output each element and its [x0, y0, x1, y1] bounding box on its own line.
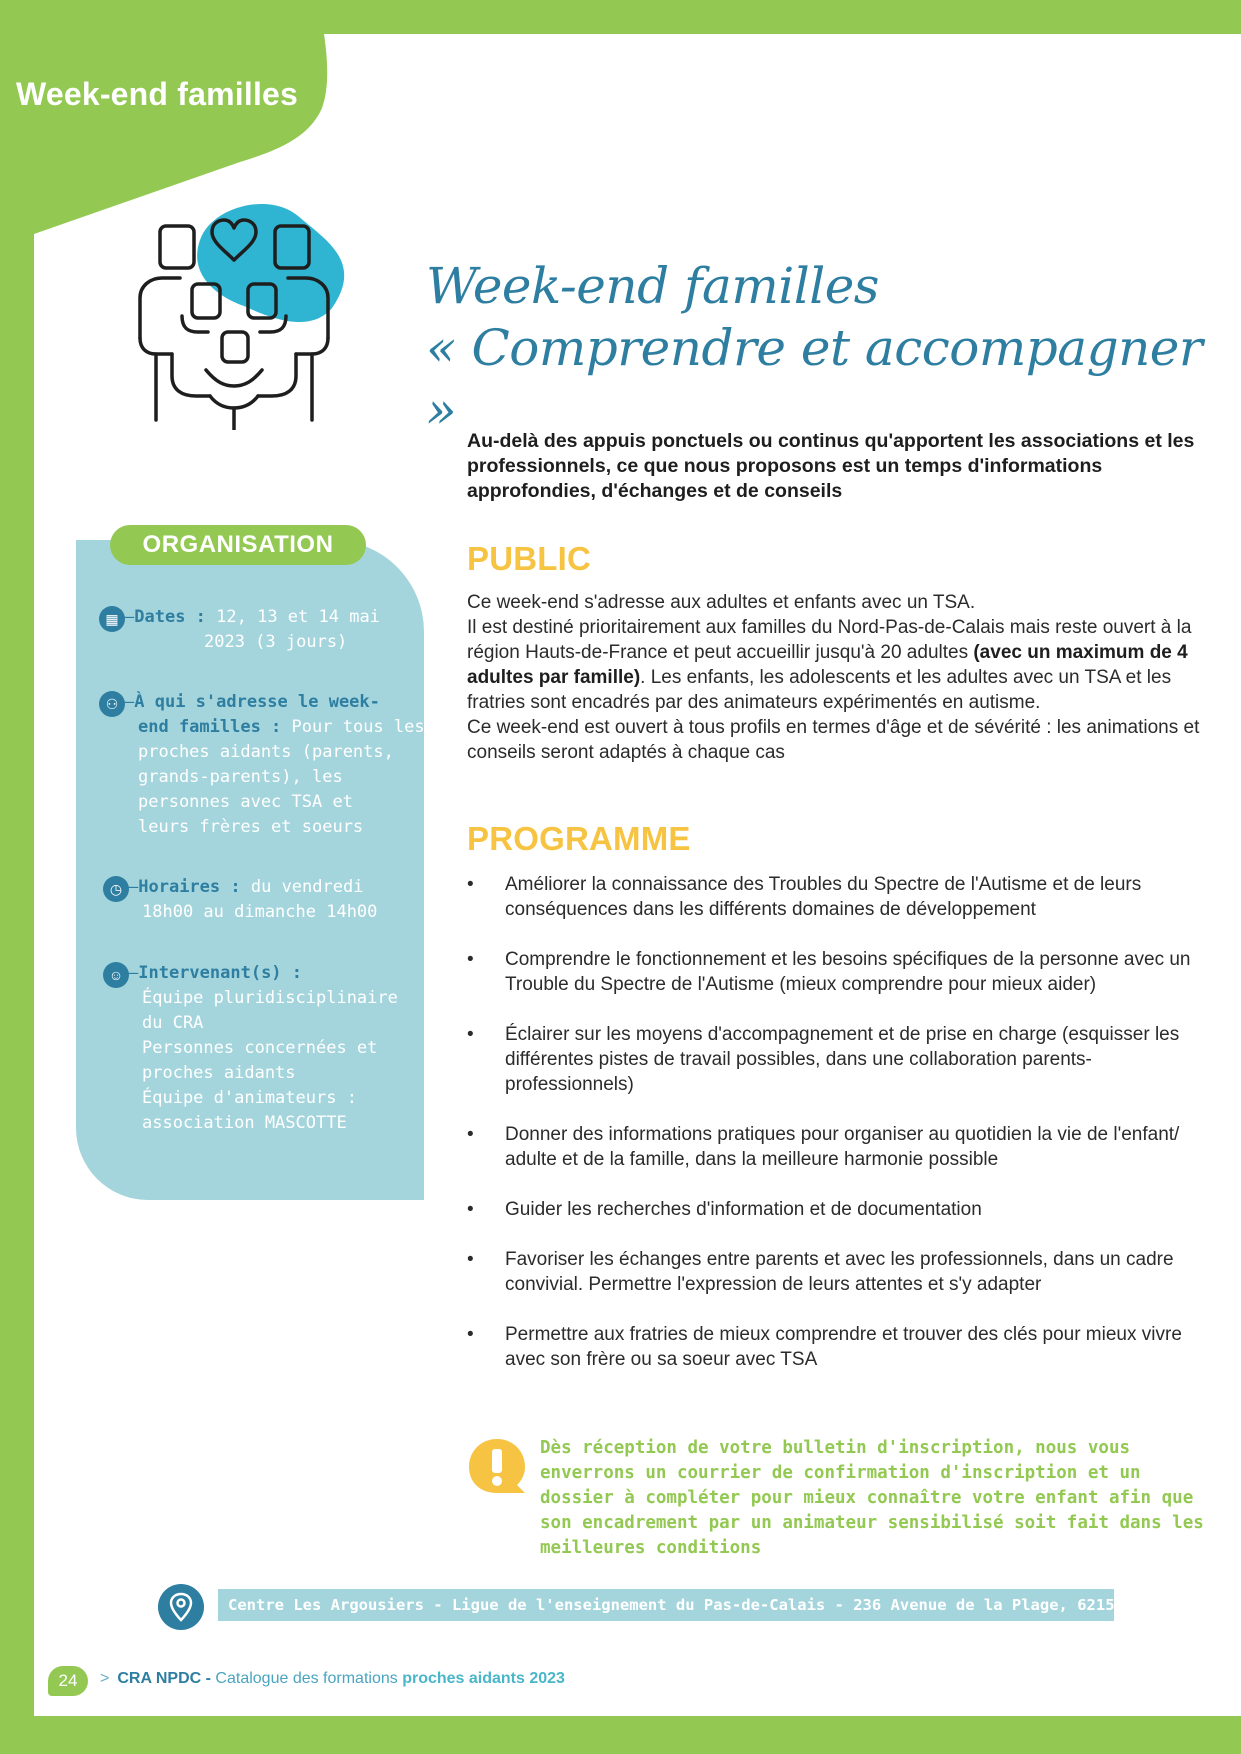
list-item: • Favoriser les échanges entre parents et avec les professionnels, dans un cadre convivial. Permettre l'expression de leurs attentes et s'y adapter: [467, 1249, 1174, 1295]
family-heart-icon: [120, 198, 360, 430]
audience-row: –À qui s'adresse le week- end familles : Pour tous les proches aidants (parents, grands-parents), les personnes avec TSA et leurs frères et soeurs: [124, 692, 425, 837]
speakers-line-5: Équipe d'animateurs :: [142, 1088, 357, 1108]
audience-value-5: personnes avec TSA et: [138, 792, 353, 812]
page-title: [426, 255, 1241, 441]
public-p3: Ce week-end est ouvert à tous profils en termes d'âge et de sévérité : les animations et conseils seront adaptés à chaque cas: [467, 717, 1200, 763]
speakers-line-2: du CRA: [142, 1013, 204, 1033]
list-item: • Donner des informations pratiques pour organiser au quotidien la vie de l'enfant/ adulte et de la famille, dans la meilleure harmonie possible: [467, 1124, 1180, 1170]
public-p2-bold: (avec un maximum de 4 adultes par famille): [467, 642, 1188, 688]
hours-value-1: du vendredi: [250, 877, 364, 897]
list-item: • Permettre aux fratries de mieux comprendre et trouver des clés pour mieux vivre avec son frère ou sa soeur avec TSA: [467, 1324, 1182, 1370]
page-number: 24: [48, 1666, 88, 1696]
map-pin-icon: [158, 1584, 204, 1630]
audience-label-1: À qui s'adresse le week-: [134, 692, 380, 712]
dates-value-1: 12, 13 et 14 mai: [216, 607, 380, 627]
list-item: • Éclairer sur les moyens d'accompagnement et de prise en charge (esquisser les différentes pistes de travail possibles, dans une collaboration parents-professionnels): [467, 1024, 1180, 1095]
public-p2-start: Il est destiné prioritairement aux familles du Nord-Pas-de-Calais mais reste ouvert à la région Hauts-de-France et peut accueillir jusqu'à 20 adultes: [467, 617, 1192, 663]
footer-highlight: proches aidants 2023: [402, 1670, 565, 1687]
dates-label: Dates :: [134, 607, 206, 627]
title-line-1: Week-end familles: [426, 257, 879, 315]
organisation-heading: ORGANISATION: [110, 525, 366, 565]
intro-paragraph: Au-delà des appuis ponctuels ou continus qu'apportent les associations et les professionnels, ce que nous proposons est un temps d'informations approfondies, d'échanges et de conseils: [467, 430, 1195, 502]
header-tab-title: Week-end familles: [16, 76, 299, 112]
footer-catalogue: Catalogue des formations: [215, 1670, 398, 1687]
programme-list: [467, 872, 1207, 1397]
audience-value-4: grands-parents), les: [138, 767, 343, 787]
audience-value-2: Pour tous les: [291, 717, 425, 737]
footer: [100, 1670, 565, 1688]
speakers-label: Intervenant(s) :: [138, 963, 303, 983]
exclamation-icon: [467, 1437, 527, 1497]
public-body: [467, 590, 1207, 765]
footer-separator: >: [100, 1670, 110, 1687]
list-item: • Guider les recherches d'information et de documentation: [467, 1199, 982, 1220]
hours-row: –Horaires : du vendredi 18h00 au dimanche 14h00: [128, 877, 378, 922]
notice-text: Dès réception de votre bulletin d'inscription, nous vous enverrons un courrier de confirmation d'inscription et un dossier à compléter pour mieux connaître votre enfant afin que son encadrement par un animateur sensibilisé soit fait dans les meilleures conditions: [540, 1438, 1204, 1558]
dates-value-2: 2023 (3 jours): [204, 632, 348, 652]
frame-left: [0, 0, 34, 1754]
speakers-row: –Intervenant(s) : Équipe pluridisciplinaire du CRA Personnes concernées et proches aidants Équipe d'animateurs : association MASCOTTE: [128, 963, 398, 1133]
public-p2: [467, 615, 1207, 715]
speakers-line-3: Personnes concernées et: [142, 1038, 378, 1058]
programme-heading: PROGRAMME: [467, 820, 691, 857]
speakers-line-1: Équipe pluridisciplinaire: [142, 988, 398, 1008]
speakers-line-4: proches aidants: [142, 1063, 296, 1083]
public-p2-end: . Les enfants, les adolescents et les adultes avec un TSA et les fratries sont encadrés par des animateurs expérimentés en autisme.: [467, 667, 1172, 713]
footer-org: CRA NPDC -: [117, 1670, 211, 1687]
clock-icon: ◷: [103, 876, 129, 902]
list-item: • Comprendre le fonctionnement et les besoins spécifiques de la personne avec un Trouble du Spectre de l'Autisme (mieux comprendre pour mieux aider): [467, 949, 1191, 995]
public-heading: PUBLIC: [467, 540, 592, 577]
frame-bottom: [0, 1716, 1241, 1754]
list-item: • Améliorer la connaissance des Troubles du Spectre de l'Autisme et de leurs conséquences dans les différents domaines de développement: [467, 874, 1142, 920]
hours-value-2: 18h00 au dimanche 14h00: [142, 902, 378, 922]
audience-label-2: end familles :: [138, 717, 282, 737]
calendar-icon: ▦: [99, 606, 125, 632]
dates-row: –Dates : 12, 13 et 14 mai 2023 (3 jours): [124, 607, 380, 652]
location-bar: Centre Les Argousiers - Ligue de l'enseignement du Pas-de-Calais - 236 Avenue de la Plage, 62155 MERLIMONT: [218, 1589, 1114, 1621]
audience-value-3: proches aidants (parents,: [138, 742, 394, 762]
hours-label: Horaires :: [138, 877, 241, 897]
title-line-2: « Comprendre et accompagner »: [426, 319, 1203, 439]
people-icon: ⚇: [99, 691, 125, 717]
public-p1: Ce week-end s'adresse aux adultes et enfants avec un TSA.: [467, 592, 976, 613]
speakers-line-6: association MASCOTTE: [142, 1113, 347, 1133]
speaker-icon: ☺: [103, 962, 129, 988]
organisation-card-corner: [400, 1180, 424, 1200]
audience-value-6: leurs frères et soeurs: [138, 817, 364, 837]
